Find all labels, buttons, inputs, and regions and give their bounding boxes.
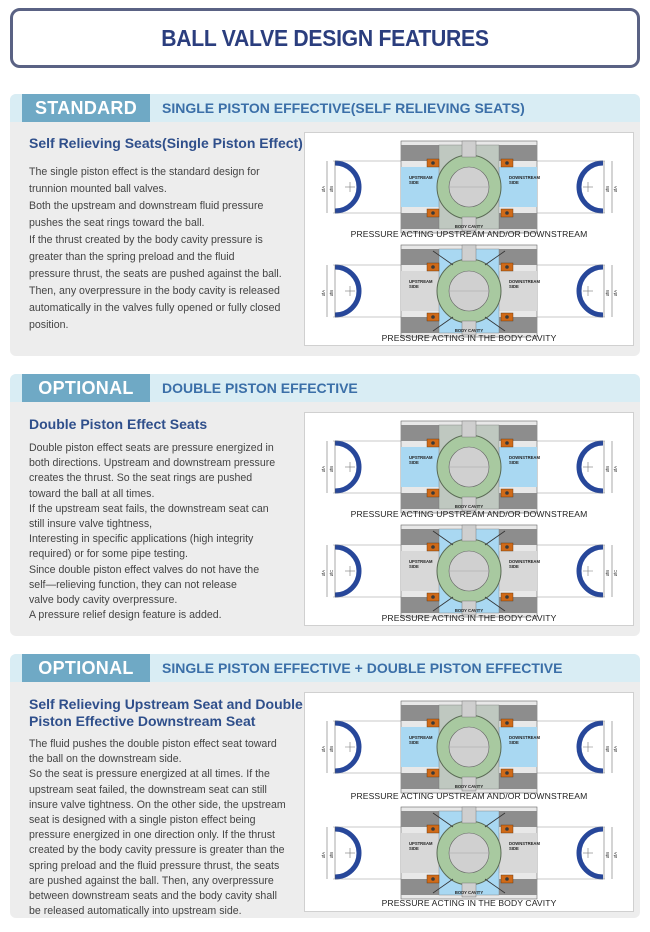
section-subtitle: SINGLE PISTON EFFECTIVE + DOUBLE PISTON EFFECTIVE xyxy=(162,660,563,676)
valve-diagram-line-pressure xyxy=(305,137,633,237)
upstream-label: SIDE xyxy=(409,740,419,745)
upstream-label: SIDE xyxy=(409,564,419,569)
o-ring xyxy=(505,441,509,445)
section-text: The fluid pushes the double piston effect seat toward the ball on the downstream side. So the seat is pressure energized at all times. If the upstream seat failed, the downstream seat can still insure valve tightness. On the other side, the upstream seat is designed with a single piston effect being pressure energized in one direction only. If the thrust created by the body cavity pressure is greater than the spring preload and the fluid pressure thrust, the seats are pushed against the ball. Then, any overpressure between downstream seats and the body cavity shall be released automatically into upstream side. xyxy=(29,738,286,918)
upstream-label: UPSTREAM xyxy=(409,175,433,180)
trunnion-top xyxy=(462,245,476,261)
valve-diagram-cavity-pressure xyxy=(305,805,633,901)
diagram-caption: PRESSURE ACTING UPSTREAM AND/OR DOWNSTREAM xyxy=(350,509,588,519)
upstream-label: UPSTREAM xyxy=(409,559,433,564)
o-ring xyxy=(505,771,509,775)
body-cavity-label: BODY CAVITY xyxy=(454,504,484,509)
section-header xyxy=(10,654,640,682)
o-ring xyxy=(505,721,509,725)
o-ring xyxy=(431,441,435,445)
valve-diagram-line-pressure xyxy=(305,417,633,517)
body-cavity-label: BODY CAVITY xyxy=(454,328,484,333)
dimension-label: ØB xyxy=(329,289,334,297)
section-heading: Double Piston Effect Seats xyxy=(29,416,208,432)
upstream-label: UPSTREAM xyxy=(409,279,433,284)
dimension-label: ØA xyxy=(321,185,326,193)
o-ring xyxy=(431,595,435,599)
dimension-label: ØA xyxy=(321,465,326,473)
downstream-label: DOWNSTREAM xyxy=(509,735,540,740)
o-ring xyxy=(431,827,435,831)
dimension-label: ØA xyxy=(321,569,326,577)
downstream-label: DOWNSTREAM xyxy=(509,175,540,180)
dimension-label: ØA xyxy=(613,465,618,473)
o-ring xyxy=(505,827,509,831)
downstream-label: SIDE xyxy=(509,564,519,569)
dimension-label: ØC xyxy=(613,569,618,577)
body-cavity-label: BODY CAVITY xyxy=(454,890,484,895)
section-header xyxy=(10,374,640,402)
title-box xyxy=(10,8,640,68)
downstream-label: DOWNSTREAM xyxy=(509,455,540,460)
dimension-label: ØA xyxy=(613,851,618,859)
section-heading: Self Relieving Upstream Seat and Double Piston Effective Downstream Seat xyxy=(29,696,303,729)
downstream-label: SIDE xyxy=(509,180,519,185)
trunnion-top xyxy=(462,525,476,541)
dimension-label: ØA xyxy=(613,185,618,193)
dimension-label: ØB xyxy=(329,851,334,859)
trunnion-top xyxy=(462,421,476,437)
section-tab: STANDARD xyxy=(22,94,150,122)
section-optional-combined xyxy=(10,654,640,918)
o-ring xyxy=(431,491,435,495)
downstream-label: SIDE xyxy=(509,740,519,745)
section-text: The single piston effect is the standard design for trunnion mounted ball valves. Both the upstream and downstream fluid pressure pushes the seat rings toward the ball. If the thrust created by the body cavity pressure is greater than the spring preload and the fluid pressure thrust, the seats are pushed against the ball. Then, any overpressure in the body cavity is released automatically in the valves fully opened or fully closed position. xyxy=(29,166,282,331)
dimension-label: ØB xyxy=(605,745,610,753)
body-cavity-label: BODY CAVITY xyxy=(454,224,484,229)
downstream-label: SIDE xyxy=(509,284,519,289)
upstream-label: UPSTREAM xyxy=(409,455,433,460)
upstream-label: UPSTREAM xyxy=(409,841,433,846)
o-ring xyxy=(505,161,509,165)
dimension-label: ØB xyxy=(605,185,610,193)
dimension-label: ØC xyxy=(329,569,334,577)
diagram-caption: PRESSURE ACTING IN THE BODY CAVITY xyxy=(381,333,557,343)
o-ring xyxy=(431,315,435,319)
o-ring xyxy=(431,545,435,549)
dimension-label: ØA xyxy=(613,745,618,753)
trunnion-top xyxy=(462,701,476,717)
o-ring xyxy=(431,161,435,165)
dimension-label: ØB xyxy=(605,465,610,473)
downstream-label: DOWNSTREAM xyxy=(509,559,540,564)
dimension-label: ØB xyxy=(605,289,610,297)
valve-diagram-cavity-pressure xyxy=(305,243,633,339)
upstream-label: SIDE xyxy=(409,180,419,185)
dimension-label: ØB xyxy=(605,569,610,577)
downstream-label: SIDE xyxy=(509,846,519,851)
dimension-label: ØB xyxy=(329,185,334,193)
body-cavity-label: BODY CAVITY xyxy=(454,608,484,613)
section-subtitle: SINGLE PISTON EFFECTIVE(SELF RELIEVING SEATS) xyxy=(162,100,525,116)
upstream-label: SIDE xyxy=(409,284,419,289)
section-header xyxy=(10,94,640,122)
o-ring xyxy=(505,211,509,215)
section-optional-double xyxy=(10,374,640,636)
upstream-label: UPSTREAM xyxy=(409,735,433,740)
upstream-label: SIDE xyxy=(409,846,419,851)
diagram-caption: PRESSURE ACTING UPSTREAM AND/OR DOWNSTREAM xyxy=(350,229,588,239)
downstream-label: SIDE xyxy=(509,460,519,465)
dimension-label: ØA xyxy=(613,289,618,297)
o-ring xyxy=(431,721,435,725)
section-tab: OPTIONAL xyxy=(22,374,150,402)
section-tab: OPTIONAL xyxy=(22,654,150,682)
trunnion-top xyxy=(462,807,476,823)
o-ring xyxy=(431,265,435,269)
o-ring xyxy=(431,771,435,775)
upstream-label: SIDE xyxy=(409,460,419,465)
o-ring xyxy=(505,877,509,881)
o-ring xyxy=(505,315,509,319)
o-ring xyxy=(505,545,509,549)
section-text: Double piston effect seats are pressure energized in both directions. Upstream and downstream pressure creates the thrust. So the seat rings are pushed toward the ball at all times. If the upstream seat fails, the downstream seat can still insure valve tightness, Interesting in specific applications (high integrity required) or for some pipe testing. Since double piston effect valves do not have the self—relieving function, they can not release valve body cavity overpressure. A pressure relief design feature is added. xyxy=(29,442,276,622)
o-ring xyxy=(431,877,435,881)
section-standard xyxy=(10,94,640,356)
o-ring xyxy=(505,265,509,269)
dimension-label: ØA xyxy=(321,851,326,859)
diagram-panel xyxy=(304,412,634,626)
downstream-label: DOWNSTREAM xyxy=(509,841,540,846)
downstream-label: DOWNSTREAM xyxy=(509,279,540,284)
dimension-label: ØB xyxy=(329,745,334,753)
diagram-caption: PRESSURE ACTING IN THE BODY CAVITY xyxy=(381,613,557,623)
diagram-caption: PRESSURE ACTING IN THE BODY CAVITY xyxy=(381,898,557,908)
diagram-panel xyxy=(304,132,634,346)
trunnion-top xyxy=(462,141,476,157)
diagram-panel xyxy=(304,692,634,912)
valve-diagram-line-pressure xyxy=(305,697,633,797)
dimension-label: ØB xyxy=(329,465,334,473)
dimension-label: ØA xyxy=(321,745,326,753)
o-ring xyxy=(431,211,435,215)
section-heading: Self Relieving Seats(Single Piston Effect) xyxy=(29,135,303,151)
section-subtitle: DOUBLE PISTON EFFECTIVE xyxy=(162,380,358,396)
o-ring xyxy=(505,595,509,599)
dimension-label: ØB xyxy=(605,851,610,859)
o-ring xyxy=(505,491,509,495)
body-cavity-label: BODY CAVITY xyxy=(454,784,484,789)
diagram-caption: PRESSURE ACTING UPSTREAM AND/OR DOWNSTREAM xyxy=(350,791,588,801)
dimension-label: ØA xyxy=(321,289,326,297)
page-title: BALL VALVE DESIGN FEATURES xyxy=(161,24,489,51)
valve-diagram-cavity-pressure xyxy=(305,523,633,619)
